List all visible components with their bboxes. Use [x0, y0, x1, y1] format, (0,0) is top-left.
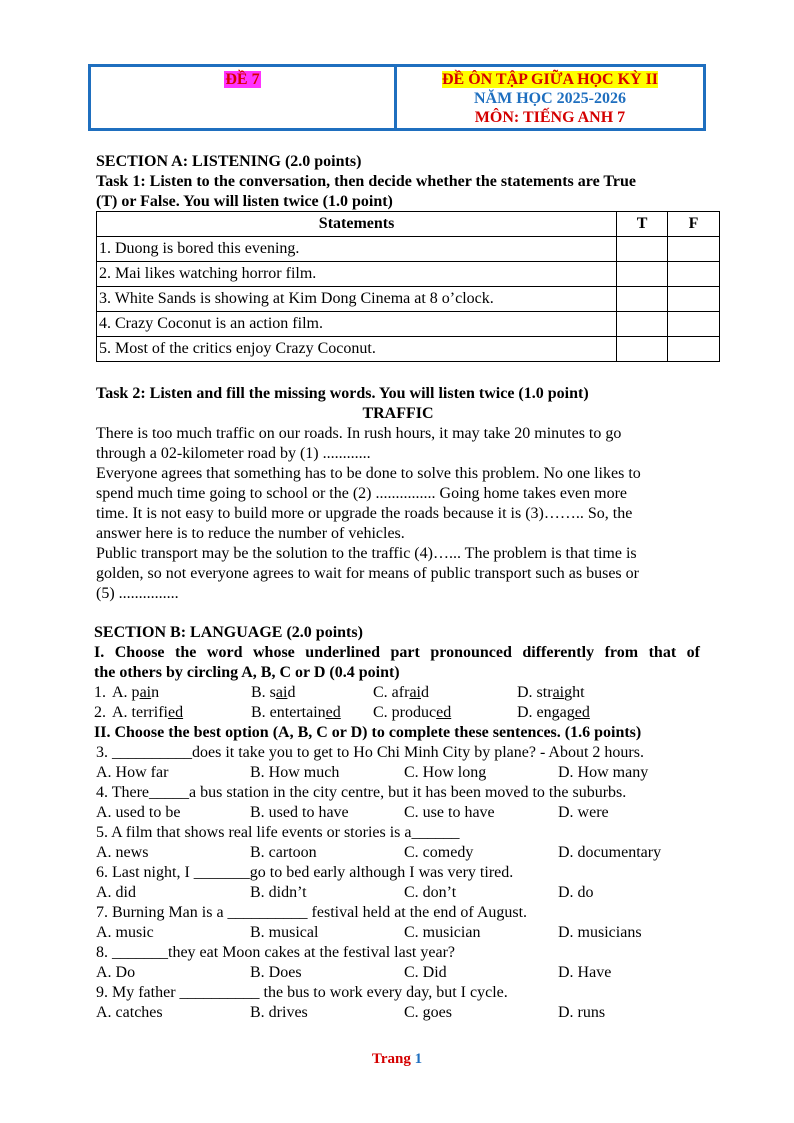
question-options	[96, 923, 716, 943]
true-answer-cell[interactable]	[617, 337, 668, 362]
option-text: B. s	[251, 684, 276, 701]
option-b[interactable]: B. didn’t	[250, 884, 307, 901]
question-text: 3. __________does it take you to get to Ho Chi Minh City by plane? - About 2 hours.	[96, 744, 644, 761]
option-a[interactable]: A. did	[96, 884, 136, 901]
question-text: 4. There_____a bus station in the city centre, but it has been moved to the suburbs.	[96, 784, 627, 801]
subject-line: MÔN: TIẾNG ANH 7	[474, 109, 626, 126]
passage-line: Public transport may be the solution to the traffic (4)…... The problem is that time is	[96, 545, 637, 562]
underlined-part: ai	[139, 684, 152, 701]
statement-cell: 1. Duong is bored this evening.	[97, 237, 617, 262]
true-answer-cell[interactable]	[617, 237, 668, 262]
underlined-part: ed	[167, 704, 184, 721]
option-text: d	[420, 684, 429, 701]
section-a-title: SECTION A: LISTENING (2.0 points)	[96, 153, 362, 170]
question-number: 2.	[94, 704, 106, 721]
table-row	[97, 237, 720, 262]
option-text: B. entertain	[251, 704, 326, 721]
option-a[interactable]: A. music	[96, 924, 154, 941]
passage-line: time. It is not easy to build more or upgrade the roads because it is (3)…….. So, the	[96, 505, 633, 522]
option-b[interactable]: B. used to have	[250, 804, 349, 821]
option-d[interactable]: D. do	[558, 884, 594, 901]
page-label: Trang	[371, 1051, 411, 1067]
option-c[interactable]	[373, 683, 517, 703]
part1-instruction-line1: I. Choose the word whose underlined part pronounced differently from that of	[94, 644, 700, 661]
header-box	[88, 64, 706, 131]
question-text: 6. Last night, I _______go to bed early although I was very tired.	[96, 864, 514, 881]
underlined-part: ai	[552, 684, 565, 701]
option-d[interactable]: D. How many	[558, 764, 649, 781]
option-c[interactable]: C. Did	[404, 964, 447, 981]
task2-instruction: Task 2: Listen and fill the missing words. You will listen twice (1.0 point)	[96, 385, 589, 402]
passage-title: TRAFFIC	[362, 405, 434, 422]
table-header-row	[97, 212, 720, 237]
table-header-true: T	[617, 212, 668, 237]
school-year: NĂM HỌC 2025-2026	[474, 90, 626, 107]
option-d[interactable]: D. runs	[558, 1004, 606, 1021]
question-text: 8. _______they eat Moon cakes at the festival last year?	[96, 944, 455, 961]
statements-table	[96, 211, 720, 362]
statement-cell: 2. Mai likes watching horror film.	[97, 262, 617, 287]
section-b-block	[94, 623, 700, 743]
passage-line: Everyone agrees that something has to be done to solve this problem. No one likes to	[96, 465, 641, 482]
task1-instruction-line2: (T) or False. You will listen twice (1.0 point)	[96, 193, 393, 210]
statement-cell: 3. White Sands is showing at Kim Dong Cinema at 8 o’clock.	[97, 287, 617, 312]
section-b-title: SECTION B: LANGUAGE (2.0 points)	[94, 624, 363, 641]
question-options	[96, 763, 716, 783]
table-row	[97, 337, 720, 362]
option-c[interactable]: C. musician	[404, 924, 481, 941]
true-answer-cell[interactable]	[617, 262, 668, 287]
false-answer-cell[interactable]	[668, 312, 720, 337]
option-text: C. afr	[373, 684, 410, 701]
option-b[interactable]	[251, 703, 373, 723]
option-a[interactable]: A. How far	[96, 764, 169, 781]
task1-instruction-line1: Task 1: Listen to the conversation, then decide whether the statements are True	[96, 173, 636, 190]
option-c[interactable]: C. goes	[404, 1004, 452, 1021]
underlined-part: ed	[325, 704, 341, 721]
question-options	[96, 963, 716, 983]
page-number: 1	[414, 1051, 423, 1067]
option-a[interactable]	[112, 683, 251, 703]
exam-title: ĐỀ ÔN TẬP GIỮA HỌC KỲ II	[441, 71, 659, 88]
underlined-part: ai	[409, 684, 421, 701]
table-header-false: F	[668, 212, 720, 237]
option-b[interactable]: B. musical	[250, 924, 319, 941]
false-answer-cell[interactable]	[668, 337, 720, 362]
exam-number-label: ĐỀ 7	[225, 71, 260, 88]
question-text: 7. Burning Man is a __________ festival held at the end of August.	[96, 904, 528, 921]
header-left-cell	[91, 67, 397, 128]
option-d[interactable]: D. were	[558, 804, 609, 821]
option-c[interactable]: C. don’t	[404, 884, 457, 901]
passage-line: There is too much traffic on our roads. In rush hours, it may take 20 minutes to go	[96, 425, 622, 442]
option-text: d	[287, 684, 296, 701]
question-options	[96, 883, 716, 903]
option-d[interactable]: D. Have	[558, 964, 612, 981]
passage-line: golden, so not everyone agrees to wait for means of public transport such as buses or	[96, 565, 639, 582]
page-footer	[0, 1049, 794, 1069]
option-d[interactable]: D. documentary	[558, 844, 662, 861]
option-a[interactable]: A. Do	[96, 964, 136, 981]
option-text: ght	[564, 684, 585, 701]
question-text: 9. My father __________ the bus to work every day, but I cycle.	[96, 984, 508, 1001]
option-b[interactable]: B. cartoon	[250, 844, 317, 861]
option-d[interactable]	[517, 683, 585, 703]
passage-line: spend much time going to school or the (2) ............... Going home takes even more	[96, 485, 628, 502]
true-answer-cell[interactable]	[617, 287, 668, 312]
pronunciation-question-2	[94, 703, 700, 723]
part1-instruction-line2: the others by circling A, B, C or D (0.4 point)	[94, 664, 400, 681]
option-c[interactable]	[373, 703, 517, 723]
header-right-cell	[397, 67, 703, 128]
table-row	[97, 262, 720, 287]
option-text: D. engag	[517, 704, 575, 721]
underlined-part: ed	[436, 704, 452, 721]
option-text: A. p	[112, 684, 140, 701]
option-c[interactable]: C. How long	[404, 764, 487, 781]
false-answer-cell[interactable]	[668, 237, 720, 262]
option-c[interactable]: C. comedy	[404, 844, 474, 861]
option-text: D. str	[517, 684, 553, 701]
part2-instruction: II. Choose the best option (A, B, C or D) to complete these sentences. (1.6 points)	[94, 724, 642, 741]
option-a[interactable]: A. catches	[96, 1004, 163, 1021]
statement-cell: 4. Crazy Coconut is an action film.	[97, 312, 617, 337]
passage-line: (5) ...............	[96, 585, 179, 602]
question-number: 1.	[94, 684, 106, 701]
table-header-statements: Statements	[97, 212, 617, 237]
statement-cell: 5. Most of the critics enjoy Crazy Coconut.	[97, 337, 617, 362]
question-options	[96, 843, 716, 863]
mcq-block	[96, 743, 716, 1023]
section-a-heading	[96, 152, 700, 212]
option-text: A. terrifi	[112, 704, 168, 721]
table-row	[97, 287, 720, 312]
passage-line: answer here is to reduce the number of vehicles.	[96, 525, 405, 542]
underlined-part: ed	[574, 704, 590, 721]
option-b[interactable]	[251, 683, 373, 703]
passage-line: through a 02-kilometer road by (1) ............	[96, 445, 371, 462]
option-c[interactable]: C. use to have	[404, 804, 495, 821]
option-b[interactable]: B. Does	[250, 964, 302, 981]
question-options	[96, 1003, 716, 1023]
question-text: 5. A film that shows real life events or stories is a______	[96, 824, 460, 841]
option-b[interactable]: B. How much	[250, 764, 340, 781]
option-d[interactable]	[517, 703, 590, 723]
table-row	[97, 312, 720, 337]
question-options	[96, 803, 716, 823]
option-text: C. produc	[373, 704, 437, 721]
option-b[interactable]: B. drives	[250, 1004, 308, 1021]
true-answer-cell[interactable]	[617, 312, 668, 337]
false-answer-cell[interactable]	[668, 262, 720, 287]
false-answer-cell[interactable]	[668, 287, 720, 312]
option-text: n	[151, 684, 160, 701]
pronunciation-question-1	[94, 683, 700, 703]
option-d[interactable]: D. musicians	[558, 924, 642, 941]
option-a[interactable]: A. used to be	[96, 804, 181, 821]
option-a[interactable]	[112, 703, 251, 723]
task2-block	[96, 384, 700, 604]
option-a[interactable]: A. news	[96, 844, 149, 861]
underlined-part: ai	[275, 684, 288, 701]
